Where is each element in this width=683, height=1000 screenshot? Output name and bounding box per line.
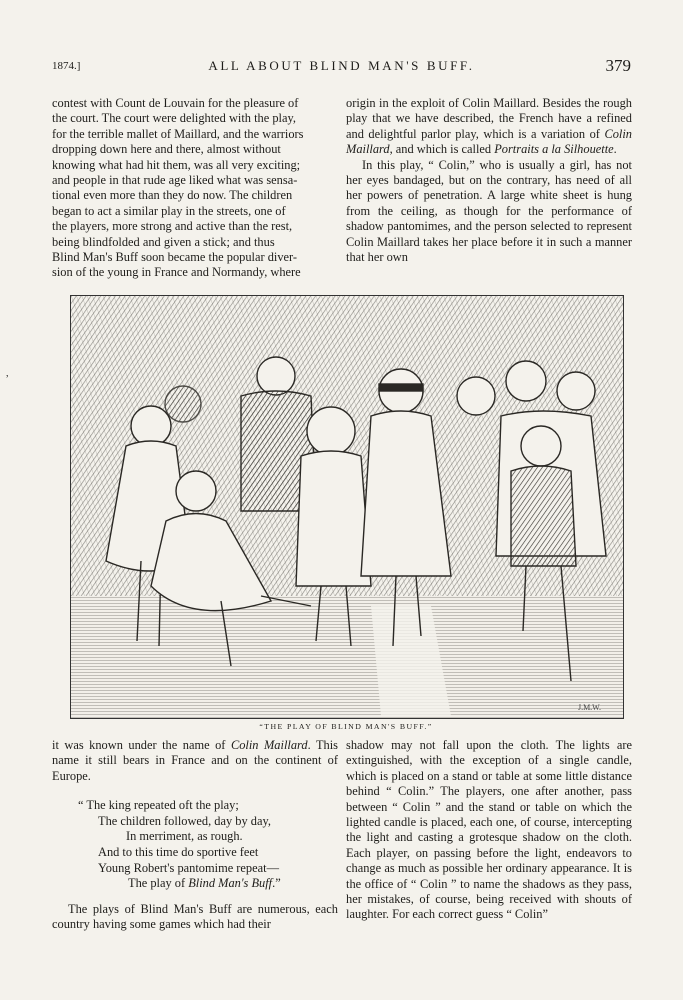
paragraph: shadow may not fall upon the cloth. The lights are extinguished, with the exception of a single candle, which is placed on a stand or table at some little distance behind “ Colin.” The players, one after another, pass between “ Colin ” and the stand or table on which the lighted candle is placed, each one, of course, intercepting the light and casting a grotesque shadow on the cloth. Each player, on passing before the light, endeavors to change as much as possible her ordinary appearance. It is the office of “ Colin ” to name the shadows as they pass, her mistakes, of course, being received with shouts of laughter. For each correct guess “ Colin” [346,738,632,922]
col1-line: the court. The court were delighted with the play, [52,111,296,126]
text-run: .” [272,876,281,891]
paragraph [346,96,632,158]
page-number: 379 [605,56,631,75]
running-header [52,56,631,78]
poem-line: And to this time do sportive feet [98,845,259,859]
italic-run: Colin Maillard [230,738,308,752]
paragraph [52,738,338,784]
engraving-art [71,296,623,718]
column-right-top [346,96,632,265]
issue-year: 1874.] [52,60,81,72]
col1-line: the players, more strong and active than the rest, [52,219,293,234]
poem [78,798,338,892]
illustration-caption: “THE PLAY OF BLIND MAN'S BUFF.” [259,722,433,731]
text-run: , and which is called [389,142,495,157]
col1-line: contest with Count de Louvain for the pleasure of [52,96,299,110]
artist-signature: J.M.W. [577,703,601,712]
italic-run: Portraits a la Silhouette [494,142,614,157]
col1-line: sion of the young in France and Normandy, where [52,265,301,280]
text-run: . This name it still bears in France and on the continent of Europe. [52,738,339,783]
col1-line: tional even more than they do now. The children [52,188,293,203]
text-run: it was known under the name of [52,738,231,752]
poem-line [78,876,338,892]
text-run: The play of [128,876,189,891]
italic-run: Blind Man's Buff [188,876,273,891]
poem-line: “ The king repeated oft the play; [78,798,239,813]
paragraph: The plays of Blind Man's Buff are numerous, each country having some games which had their [52,901,338,932]
poem-line: Young Robert's pantomime repeat— [98,860,279,875]
paragraph: In this play, “ Colin,” who is usually a girl, has not her eyes bandaged, but on the contrary, has need of all her powers of penetration. A large white sheet is hung from the ceiling, as though for the performance of shadow pantomimes, and the person selected to represent Colin Maillard takes her place before it in such a manner that her own [346,157,632,265]
col1-line: and people in that rude age liked what was sensa- [52,173,298,188]
illustration-engraving [70,295,624,719]
poem-line: The children followed, day by day, [98,813,271,828]
text-run: . [613,142,617,157]
col1-line: for the terrible mallet of Maillard, and the warriors [52,126,304,141]
poem-line: In merriment, as rough. [126,829,243,844]
col1-line: dropping down here and there, almost without [52,142,281,157]
column-left-bottom [52,738,338,933]
running-title: ALL ABOUT BLIND MAN'S BUFF. [208,58,475,73]
italic-run: Colin Maillard [346,126,632,157]
col1-line: Blind Man's Buff soon became the popular diver- [52,250,298,265]
column-right-bottom [346,738,632,923]
column-left-top [52,96,338,281]
col1-line: began to act a similar play in the streets, one of [52,203,286,218]
margin-mark: , [6,368,9,379]
col1-line: being blindfolded and given a stick; and thus [52,234,275,249]
text-run: origin in the exploit of Colin Maillard. Besides the rough play that we have described, the French have a refined and delightful parlor play, which is a variation of [346,96,632,141]
col1-line: knowing what had hit them, was all very exciting; [52,157,301,172]
